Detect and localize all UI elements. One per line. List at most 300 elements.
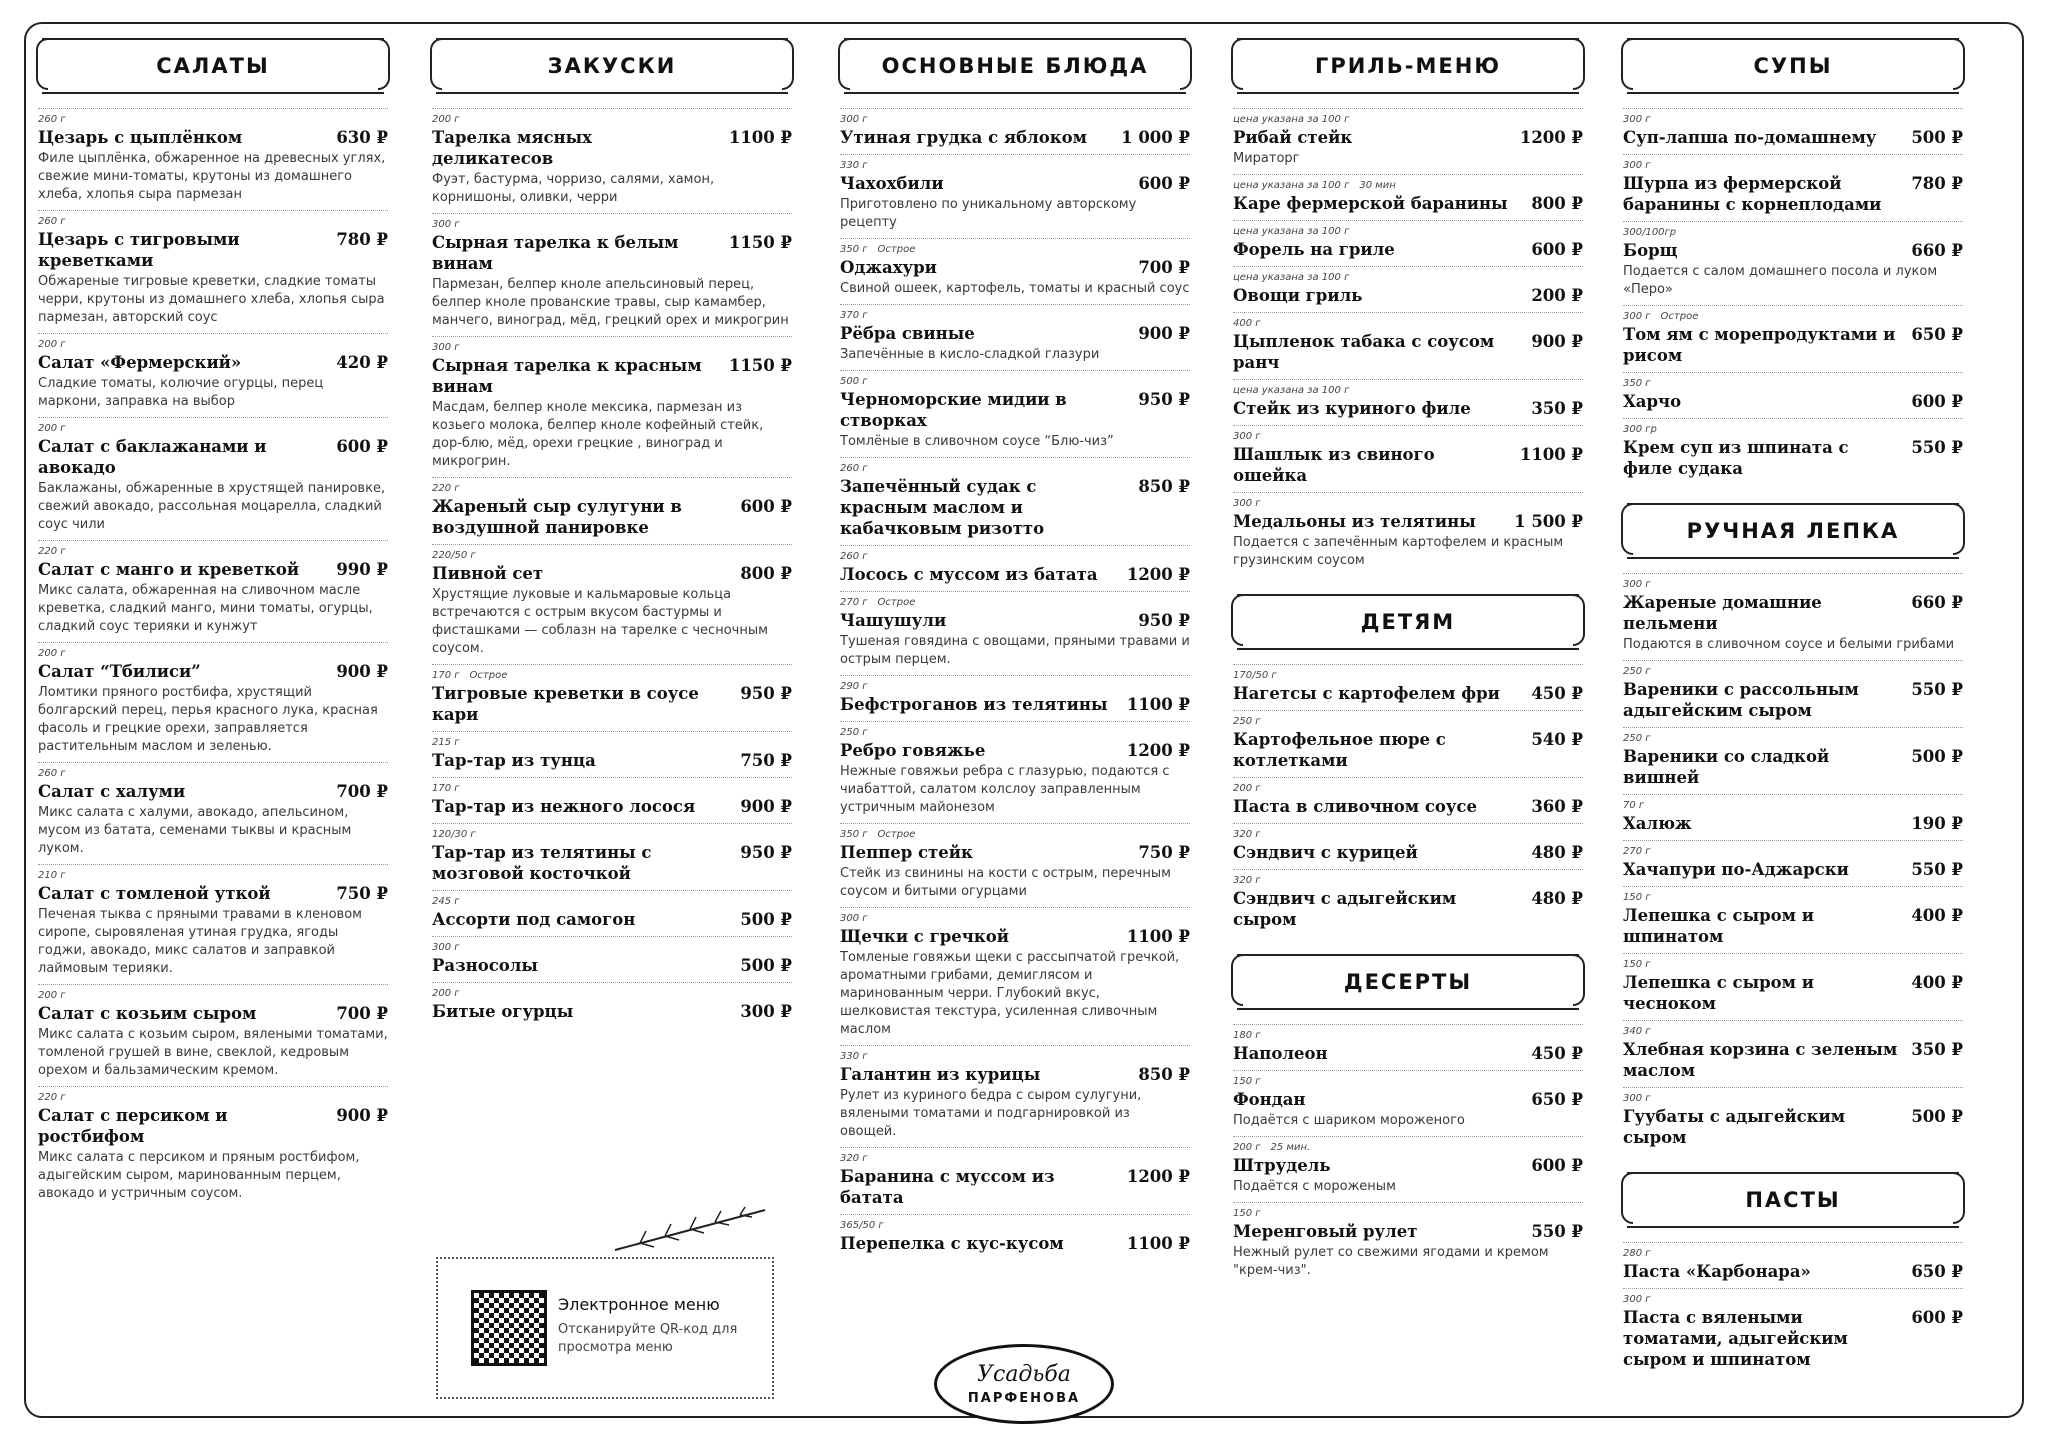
qr-title: Электронное меню xyxy=(558,1295,720,1314)
item-description: Пармезан, белпер кноле апельсиновый перец, белпер кноле прованские травы, сыр камамбер, манчего, виноград, мёд, грецкий орех и микрогрин xyxy=(432,277,789,328)
menu-item xyxy=(1623,1288,1963,1376)
section-header xyxy=(1237,38,1579,94)
menu-item xyxy=(1623,1087,1963,1154)
item-weight: 200 г xyxy=(38,648,66,659)
item-description: Подается с салом домашнего посола и луком «Перо» xyxy=(1623,264,1938,297)
item-meta xyxy=(840,159,1190,173)
item-price: 700 ₽ xyxy=(336,782,388,801)
item-price: 500 ₽ xyxy=(1911,128,1963,147)
item-weight: 220/50 г xyxy=(432,550,476,561)
menu-item xyxy=(1233,777,1583,823)
item-weight: 300 г xyxy=(1623,114,1651,125)
item-meta xyxy=(840,462,1190,476)
item-weight: 320 г xyxy=(840,1153,868,1164)
menu-item xyxy=(1233,1136,1583,1202)
section-title: ЗАКУСКИ xyxy=(547,54,677,78)
item-weight: 300 г xyxy=(1623,311,1651,322)
menu-item xyxy=(840,823,1190,907)
menu-item xyxy=(1233,1202,1583,1286)
item-name: Пеппер стейк xyxy=(840,843,973,862)
item-price: 600 ₽ xyxy=(1911,1308,1963,1327)
item-name: Хлебная корзина с зеленым маслом xyxy=(1623,1040,1898,1080)
item-name: Гуубаты с адыгейским сыром xyxy=(1623,1107,1846,1147)
item-description: Приготовлено по уникальному авторскому рецепту xyxy=(840,197,1137,230)
item-weight: цена указана за 100 г xyxy=(1233,272,1350,283)
item-meta xyxy=(840,243,1190,257)
section-header xyxy=(1237,594,1579,650)
menu-item xyxy=(1233,1070,1583,1136)
item-weight: 300 г xyxy=(432,942,460,953)
menu-item xyxy=(840,108,1190,154)
item-row xyxy=(840,564,1190,585)
item-row xyxy=(432,750,792,771)
item-row xyxy=(840,926,1190,947)
item-name: Рёбра свиные xyxy=(840,324,975,343)
menu-item xyxy=(1233,108,1583,174)
item-row xyxy=(432,955,792,976)
rosemary-sprig-icon xyxy=(610,1205,770,1255)
item-meta xyxy=(38,113,388,127)
column-3 xyxy=(840,38,1190,1278)
column-2 xyxy=(432,38,792,1046)
section-title: ДЕТЯМ xyxy=(1360,610,1456,634)
item-weight: 200 г xyxy=(1233,783,1261,794)
menu-item xyxy=(432,664,792,731)
menu-item xyxy=(1623,108,1963,154)
menu-item xyxy=(38,762,388,864)
item-price: 1100 ₽ xyxy=(1519,445,1583,464)
section-title: САЛАТЫ xyxy=(156,54,270,78)
item-name: Сэндвич с курицей xyxy=(1233,843,1418,862)
item-description: Рулет из куриного бедра с сыром сулугуни, вялеными томатами и подгарнировкой из овощей. xyxy=(840,1088,1142,1139)
item-weight: цена указана за 100 г xyxy=(1233,180,1350,191)
item-name: Халюж xyxy=(1623,814,1692,833)
item-weight: 270 г xyxy=(840,597,868,608)
item-row xyxy=(432,355,792,397)
item-description: Тушеная говядина с овощами, пряными травами и острым перцем. xyxy=(840,634,1190,667)
item-name: Медальоны из телятины xyxy=(1233,512,1476,531)
item-price: 350 ₽ xyxy=(1911,1040,1963,1059)
item-name: Паста в сливочном соусе xyxy=(1233,797,1477,816)
item-name: Борщ xyxy=(1623,241,1678,260)
menu-item xyxy=(38,642,388,762)
menu-item xyxy=(1233,312,1583,379)
item-description: Мираторг xyxy=(1233,151,1300,166)
qr-code-icon[interactable] xyxy=(474,1293,544,1363)
menu-item xyxy=(840,675,1190,721)
item-name: Каре фермерской баранины xyxy=(1233,194,1508,213)
section-title: ПАСТЫ xyxy=(1745,1188,1841,1212)
item-weight: 200 г xyxy=(1233,1142,1261,1153)
item-name: Шашлык из свиного ошейка xyxy=(1233,445,1435,485)
item-weight: 300/100гр xyxy=(1623,227,1677,238)
item-description: Свиной ошеек, картофель, томаты и красный соус xyxy=(840,281,1190,296)
item-meta xyxy=(1623,958,1963,972)
item-weight: 200 г xyxy=(432,988,460,999)
item-weight: 180 г xyxy=(1233,1030,1261,1041)
item-weight: 150 г xyxy=(1233,1076,1261,1087)
item-description: Микс салата, обжаренная на сливочном масле креветка, сладкий манго, мини томаты, огурцы, сладкий соус терияки и кунжут xyxy=(38,583,373,634)
item-row xyxy=(1623,1039,1963,1081)
menu-item xyxy=(432,936,792,982)
item-meta xyxy=(1623,1247,1963,1261)
item-price: 900 ₽ xyxy=(1138,324,1190,343)
item-row xyxy=(1233,1089,1583,1110)
item-name: Салат с томленой уткой xyxy=(38,884,271,903)
item-weight: 500 г xyxy=(840,376,868,387)
item-price: 780 ₽ xyxy=(336,230,388,249)
item-meta xyxy=(840,1152,1190,1166)
item-price: 1150 ₽ xyxy=(728,356,792,375)
logo-line-2: ПАРФЕНОВА xyxy=(967,1390,1081,1406)
item-meta xyxy=(1623,226,1963,240)
menu-item xyxy=(432,213,792,336)
item-meta xyxy=(1233,1207,1583,1221)
menu-item xyxy=(432,544,792,664)
item-weight: 220 г xyxy=(432,483,460,494)
item-price: 190 ₽ xyxy=(1911,814,1963,833)
menu-item xyxy=(432,731,792,777)
menu-item xyxy=(1623,1020,1963,1087)
menu-item xyxy=(432,823,792,890)
item-meta xyxy=(840,375,1190,389)
menu-item xyxy=(1623,840,1963,886)
menu-item xyxy=(432,336,792,477)
item-weight: 210 г xyxy=(38,870,66,881)
item-name: Меренговый рулет xyxy=(1233,1222,1418,1241)
item-description: Масдам, белпер кноле мексика, пармезан из козьего молока, белпер кноле кофейный стейк, дор-блю, мёд, орехи грецкие , виноград и микрогрин. xyxy=(432,400,764,469)
item-meta xyxy=(840,828,1190,842)
item-price: 1200 ₽ xyxy=(1126,741,1190,760)
item-meta xyxy=(1233,669,1583,683)
item-description: Сладкие томаты, колючие огурцы, перец маркони, заправка на выбор xyxy=(38,376,324,409)
item-price: 630 ₽ xyxy=(336,128,388,147)
menu-section xyxy=(1623,1172,1963,1376)
menu-item xyxy=(1233,823,1583,869)
menu-item xyxy=(840,304,1190,370)
item-meta xyxy=(38,767,388,781)
menu-item xyxy=(840,1147,1190,1214)
item-row xyxy=(38,229,388,271)
item-meta xyxy=(1233,497,1583,511)
item-meta xyxy=(1233,384,1583,398)
item-row xyxy=(432,232,792,274)
item-meta xyxy=(1233,113,1583,127)
item-name: Пивной сет xyxy=(432,564,544,583)
item-price: 600 ₽ xyxy=(740,497,792,516)
item-weight: 300 г xyxy=(432,219,460,230)
item-meta xyxy=(1233,271,1583,285)
item-name: Тар-тар из тунца xyxy=(432,751,596,770)
item-meta xyxy=(432,549,792,563)
item-description: Печеная тыква с пряными травами в кленовом сиропе, сыровяленая утиная грудка, ягоды годжи, авокадо, микс салатов и заправкой лаймовым терияки. xyxy=(38,907,362,976)
item-name: Цезарь с цыплёнком xyxy=(38,128,243,147)
item-name: Паста с вялеными томатами, адыгейским сыром и шпинатом xyxy=(1623,1308,1848,1369)
item-price: 550 ₽ xyxy=(1531,1222,1583,1241)
menu-item xyxy=(38,540,388,642)
item-meta xyxy=(1623,732,1963,746)
menu-item xyxy=(1623,953,1963,1020)
item-name: Галантин из курицы xyxy=(840,1065,1041,1084)
menu-item xyxy=(1233,1024,1583,1070)
menu-item xyxy=(840,907,1190,1045)
item-row xyxy=(38,559,388,580)
item-meta xyxy=(840,912,1190,926)
item-row xyxy=(1623,1106,1963,1148)
menu-item xyxy=(38,1086,388,1209)
item-meta xyxy=(1233,715,1583,729)
item-weight: 300 г xyxy=(432,342,460,353)
item-weight: 250 г xyxy=(1623,666,1651,677)
column-5 xyxy=(1623,38,1963,1394)
spicy-label: Острое xyxy=(877,597,916,608)
item-weight: 170 г xyxy=(432,783,460,794)
item-meta xyxy=(432,941,792,955)
item-row xyxy=(1233,285,1583,306)
item-name: Шурпа из фермерской баранины с корнеплодами xyxy=(1623,174,1882,214)
item-price: 450 ₽ xyxy=(1531,1044,1583,1063)
item-meta xyxy=(840,1050,1190,1064)
item-row xyxy=(38,661,388,682)
section-header xyxy=(844,38,1186,94)
menu-section xyxy=(1623,503,1963,1154)
item-weight: 365/50 г xyxy=(840,1220,884,1231)
item-meta xyxy=(432,218,792,232)
item-price: 660 ₽ xyxy=(1911,593,1963,612)
item-weight: 200 г xyxy=(38,423,66,434)
item-price: 550 ₽ xyxy=(1911,680,1963,699)
item-row xyxy=(1233,127,1583,148)
item-description: Ломтики пряного ростбифа, хрустящий болгарский перец, перья красного лука, красная фасоль и грецкие орехи, заправляется растительным маслом и зеленью. xyxy=(38,685,378,754)
item-name: Баранина с муссом из батата xyxy=(840,1167,1055,1207)
item-meta xyxy=(432,669,792,683)
item-price: 480 ₽ xyxy=(1531,889,1583,908)
section-title: ДЕСЕРТЫ xyxy=(1343,970,1473,994)
item-row xyxy=(38,883,388,904)
menu-item xyxy=(840,238,1190,304)
item-row xyxy=(432,563,792,584)
item-row xyxy=(1623,1261,1963,1282)
item-meta xyxy=(1233,225,1583,239)
item-meta xyxy=(432,482,792,496)
item-weight: цена указана за 100 г xyxy=(1233,226,1350,237)
item-weight: 300 г xyxy=(1233,498,1261,509)
menu-section xyxy=(1233,954,1583,1286)
item-weight: 300 г xyxy=(840,114,868,125)
item-meta xyxy=(1623,1092,1963,1106)
item-weight: 320 г xyxy=(1233,829,1261,840)
item-name: Сырная тарелка к белым винам xyxy=(432,233,679,273)
item-row xyxy=(840,323,1190,344)
item-weight: 330 г xyxy=(840,160,868,171)
item-name: Утиная грудка с яблоком xyxy=(840,128,1087,147)
item-price: 800 ₽ xyxy=(1531,194,1583,213)
menu-item xyxy=(1623,1242,1963,1288)
section-title: РУЧНАЯ ЛЕПКА xyxy=(1686,519,1900,543)
item-description: Хрустящие луковые и кальмаровые кольца встречаются с острым вкусом бастурмы и фисташками — соблазн на тарелке с чесночным соусом. xyxy=(432,587,768,656)
item-weight: 350 г xyxy=(840,244,868,255)
item-description: Нежные говяжьи ребра с глазурью, подаются с чиабаттой, салатом колслоу заправленным устричным майонезом xyxy=(840,764,1170,815)
item-price: 600 ₽ xyxy=(336,437,388,456)
menu-item xyxy=(1233,174,1583,220)
item-row xyxy=(840,476,1190,539)
item-meta xyxy=(1623,845,1963,859)
item-row xyxy=(1623,324,1963,366)
menu-item xyxy=(38,417,388,540)
item-meta xyxy=(1623,891,1963,905)
item-meta xyxy=(1623,423,1963,437)
item-row xyxy=(432,1001,792,1022)
menu-item xyxy=(1233,379,1583,425)
item-name: Форель на гриле xyxy=(1233,240,1395,259)
menu-item xyxy=(38,984,388,1086)
item-meta xyxy=(1623,1293,1963,1307)
item-row xyxy=(1623,859,1963,880)
item-weight: 170 г xyxy=(432,670,460,681)
item-price: 850 ₽ xyxy=(1138,1065,1190,1084)
menu-item xyxy=(432,777,792,823)
item-row xyxy=(840,842,1190,863)
item-name: Наполеон xyxy=(1233,1044,1328,1063)
item-name: Чашушули xyxy=(840,611,947,630)
item-price: 990 ₽ xyxy=(336,560,388,579)
item-row xyxy=(1233,1043,1583,1064)
item-price: 700 ₽ xyxy=(336,1004,388,1023)
item-row xyxy=(38,1003,388,1024)
cook-time: 25 мин. xyxy=(1270,1142,1311,1153)
item-row xyxy=(840,1064,1190,1085)
item-price: 200 ₽ xyxy=(1531,286,1583,305)
item-row xyxy=(1623,592,1963,634)
item-price: 950 ₽ xyxy=(740,684,792,703)
item-meta xyxy=(840,596,1190,610)
menu-item xyxy=(1623,886,1963,953)
item-price: 500 ₽ xyxy=(740,956,792,975)
item-row xyxy=(432,496,792,538)
item-meta xyxy=(1623,1025,1963,1039)
menu-item xyxy=(1623,794,1963,840)
item-price: 1200 ₽ xyxy=(1126,565,1190,584)
item-row xyxy=(1233,239,1583,260)
item-meta xyxy=(38,338,388,352)
section-header xyxy=(1627,503,1959,559)
menu-item xyxy=(840,370,1190,457)
item-price: 500 ₽ xyxy=(1911,1107,1963,1126)
item-row xyxy=(38,436,388,478)
item-name: Сэндвич с адыгейским сыром xyxy=(1233,889,1457,929)
item-price: 1150 ₽ xyxy=(728,233,792,252)
item-meta xyxy=(432,782,792,796)
item-weight: 300 г xyxy=(1623,1093,1651,1104)
item-name: Цыпленок табака с соусом ранч xyxy=(1233,332,1495,372)
item-weight: 260 г xyxy=(840,463,868,474)
item-description: Баклажаны, обжаренные в хрустящей панировке, свежий авокадо, рассольная моцарелла, сладкий соус чили xyxy=(38,481,386,532)
item-name: Бефстроганов из телятины xyxy=(840,695,1108,714)
menu-item xyxy=(1623,727,1963,794)
item-price: 1100 ₽ xyxy=(1126,1234,1190,1253)
item-price: 1 500 ₽ xyxy=(1514,512,1583,531)
item-description: Подаётся с мороженым xyxy=(1233,1179,1396,1194)
menu-item xyxy=(38,333,388,417)
item-row xyxy=(432,683,792,725)
item-name: Ребро говяжье xyxy=(840,741,986,760)
menu-section xyxy=(1623,38,1963,485)
item-row xyxy=(432,909,792,930)
menu-section xyxy=(432,38,792,1028)
item-meta xyxy=(1623,377,1963,391)
item-price: 750 ₽ xyxy=(336,884,388,903)
menu-item xyxy=(840,591,1190,675)
item-weight: 300 г xyxy=(1623,1294,1651,1305)
item-meta xyxy=(840,1219,1190,1233)
menu-item xyxy=(1623,372,1963,418)
item-row xyxy=(1623,173,1963,215)
item-meta xyxy=(1233,1141,1583,1155)
item-row xyxy=(840,173,1190,194)
item-weight: 300 гр xyxy=(1623,424,1657,435)
item-row xyxy=(840,1233,1190,1254)
item-name: Черноморские мидии в створках xyxy=(840,390,1067,430)
item-row xyxy=(1233,842,1583,863)
item-weight: 150 г xyxy=(1623,959,1651,970)
logo-line-1: Усадьба xyxy=(977,1361,1071,1387)
spicy-label: Острое xyxy=(1660,311,1699,322)
item-weight: 170/50 г xyxy=(1233,670,1277,681)
item-price: 350 ₽ xyxy=(1531,399,1583,418)
item-meta xyxy=(840,550,1190,564)
column-1 xyxy=(38,38,388,1227)
item-name: Цезарь с тигровыми креветками xyxy=(38,230,240,270)
item-meta xyxy=(1233,430,1583,444)
item-row xyxy=(1623,905,1963,947)
item-meta xyxy=(1233,1029,1583,1043)
menu-item xyxy=(1233,869,1583,936)
menu-item xyxy=(1233,266,1583,312)
item-weight: 120/30 г xyxy=(432,829,476,840)
item-meta xyxy=(38,647,388,661)
item-name: Ассорти под самогон xyxy=(432,910,636,929)
item-meta xyxy=(432,736,792,750)
item-name: Чахохбили xyxy=(840,174,944,193)
item-price: 420 ₽ xyxy=(336,353,388,372)
restaurant-logo xyxy=(934,1344,1114,1424)
item-weight: 215 г xyxy=(432,737,460,748)
item-name: Фондан xyxy=(1233,1090,1306,1109)
item-row xyxy=(1623,240,1963,261)
item-name: Овощи гриль xyxy=(1233,286,1363,305)
item-weight: 290 г xyxy=(840,681,868,692)
item-description: Микс салата с халуми, авокадо, апельсином, мусом из батата, семенами тыквы и красным луком. xyxy=(38,805,352,856)
item-weight: 320 г xyxy=(1233,875,1261,886)
item-weight: 70 г xyxy=(1623,800,1645,811)
menu-item xyxy=(432,477,792,544)
section-header xyxy=(42,38,384,94)
item-name: Вареники с рассольным адыгейским сыром xyxy=(1623,680,1859,720)
item-name: Салат «Фермерский» xyxy=(38,353,242,372)
item-meta xyxy=(432,113,792,127)
item-name: Салат с козьим сыром xyxy=(38,1004,257,1023)
item-row xyxy=(38,1105,388,1147)
item-weight: 250 г xyxy=(1233,716,1261,727)
item-meta xyxy=(1623,578,1963,592)
item-row xyxy=(432,127,792,169)
menu-item xyxy=(1233,664,1583,710)
item-weight: 350 г xyxy=(1623,378,1651,389)
item-row xyxy=(1233,331,1583,373)
item-meta xyxy=(1233,874,1583,888)
item-weight: 300 г xyxy=(1623,160,1651,171)
item-price: 800 ₽ xyxy=(740,564,792,583)
